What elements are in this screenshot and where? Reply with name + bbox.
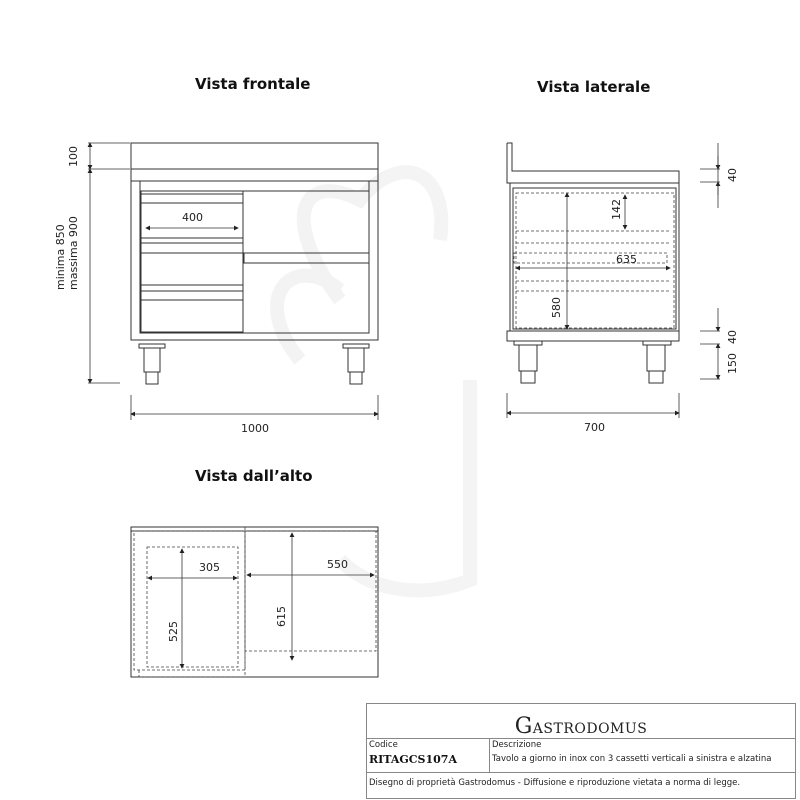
front-view-title: Vista frontale xyxy=(195,75,311,93)
brand-initial: G xyxy=(514,714,533,739)
dim-total-depth: 700 xyxy=(584,421,605,434)
dim-drawer-inner-width: 305 xyxy=(199,561,220,574)
description-cell xyxy=(490,739,795,773)
code-label: Codice xyxy=(369,740,398,750)
description-value: Tavolo a giorno in inox con 3 cassetti verticali a sinistra e alzatina xyxy=(492,754,772,764)
dim-inner-height: 580 xyxy=(550,297,563,318)
dim-drawer-inner-depth: 525 xyxy=(167,621,180,642)
code-cell xyxy=(367,739,490,773)
watermark-logo xyxy=(277,172,470,590)
top-view-title: Vista dall’alto xyxy=(195,467,313,485)
dim-drawer-height: 142 xyxy=(610,199,623,220)
dim-inner-depth: 635 xyxy=(616,253,637,266)
top-view xyxy=(131,527,378,677)
brand-logo xyxy=(367,704,795,739)
dim-drawer-width: 400 xyxy=(182,211,203,224)
description-label: Descrizione xyxy=(492,740,542,750)
side-view-title: Vista laterale xyxy=(537,78,651,96)
dim-height-min: minima 850 xyxy=(54,224,67,290)
dim-total-width: 1000 xyxy=(241,422,269,435)
dim-upstand-height: 100 xyxy=(67,146,80,167)
code-value: RITAGCS107A xyxy=(369,753,457,766)
dim-top-thickness: 40 xyxy=(726,168,739,182)
dim-shelf-width: 550 xyxy=(327,558,348,571)
dim-height-max: massima 900 xyxy=(67,216,80,290)
front-view xyxy=(131,143,378,384)
title-block xyxy=(366,703,796,799)
copyright-notice: Disegno di proprietà Gastrodomus - Diffusione e riproduzione vietata a norma di legge. xyxy=(369,778,741,788)
dim-shelf-depth: 615 xyxy=(275,606,288,627)
brand-name: ASTRODOMUS xyxy=(532,721,648,737)
dim-leg-height: 150 xyxy=(726,353,739,374)
dim-bottom-thickness: 40 xyxy=(726,330,739,344)
